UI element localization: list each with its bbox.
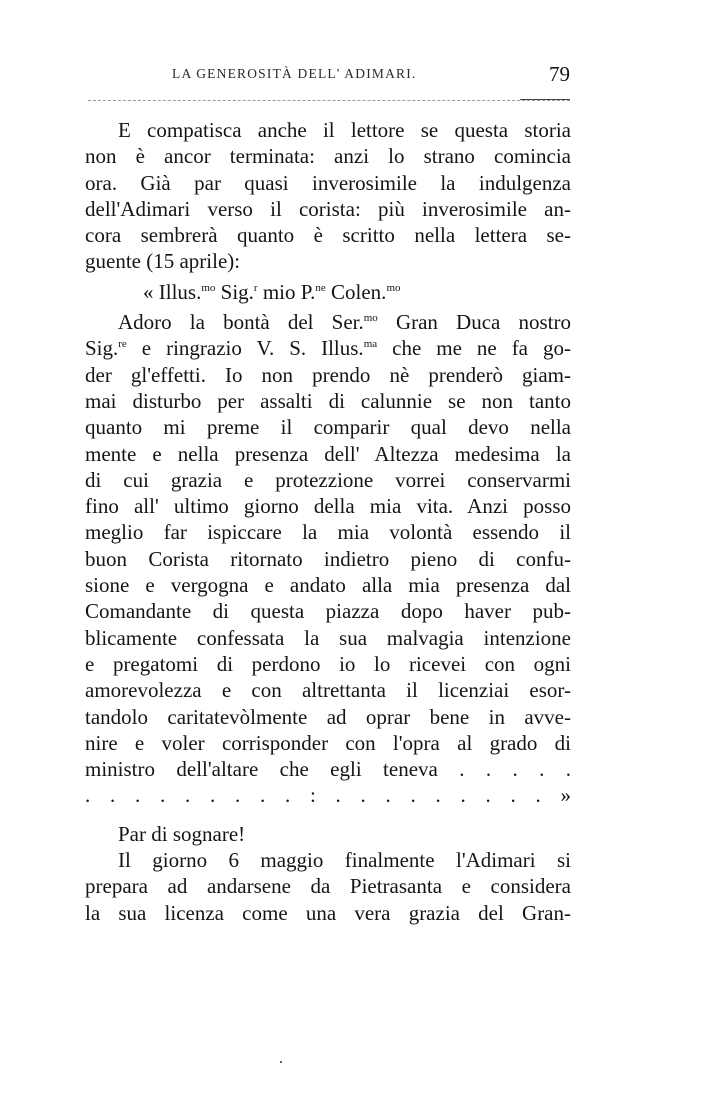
text-line	[85, 335, 571, 361]
superscript: ma	[363, 338, 378, 351]
text-line: tandolo caritatevòlmente ad oprar bene in avve-	[85, 704, 571, 729]
text-line: meglio far ispiccare la mia volontà essendo il	[85, 520, 571, 545]
paragraph-departure	[85, 847, 571, 926]
text-line: amorevolezza e con altrettanta il licenziai esor-	[85, 678, 571, 703]
text-run: Sig.	[85, 336, 119, 361]
text-line: nire e voler corrisponder con l'opra al grado di	[85, 730, 571, 755]
text-line	[85, 309, 571, 335]
text-line: Il giorno 6 maggio finalmente l'Adimari si	[118, 848, 571, 873]
text-line: e pregatomi di perdono io lo ricevei con ogni	[85, 651, 571, 676]
superscript: r	[253, 281, 258, 294]
text-line: ministro dell'altare che egli teneva . . . . .	[85, 757, 571, 782]
paragraph-intro	[85, 117, 571, 275]
text-line: quanto mi preme il comparir qual devo nella	[85, 415, 571, 440]
text-run: che me ne fa go-	[377, 336, 571, 361]
ellipsis-line: . . . . . . . . . : . . . . . . . . . »	[85, 783, 571, 808]
salutation-word: Sig.	[220, 279, 254, 304]
superscript: mo	[201, 281, 216, 294]
text-line: guente (15 aprile):	[85, 249, 241, 274]
text-line: blicamente confessata la sua malvagia intenzione	[85, 625, 571, 650]
superscript: ne	[315, 281, 326, 294]
salutation-word: Colen.	[331, 279, 387, 304]
text-line: dell'Adimari verso il corista: più inverosimile an-	[85, 196, 571, 221]
text-run: Gran Duca nostro	[377, 310, 571, 335]
text-line: prepara ad andarsene da Pietrasanta e considera	[85, 874, 571, 899]
text-line: fino all' ultimo giorno della mia vita. Anzi posso	[85, 494, 571, 519]
text-line: non è ancor terminata: anzi lo strano comincia	[85, 144, 571, 169]
superscript: mo	[363, 312, 378, 325]
text-run: Adoro la bontà del Ser.	[118, 310, 364, 335]
letter-body	[85, 309, 571, 809]
text-line: sione e vergogna e andato alla mia presenza dal	[85, 573, 571, 598]
text-line: di cui grazia e protezzione vorrei conservarmi	[85, 467, 571, 492]
text-line: Comandante di questa piazza dopo haver pub-	[85, 599, 571, 624]
superscript: mo	[386, 281, 401, 294]
header-rule	[88, 100, 570, 101]
page-number: 79	[549, 62, 570, 86]
text-line: la sua licenza come una vera grazia del Gran-	[85, 900, 571, 925]
superscript: re	[118, 338, 127, 351]
text-line: ora. Già par quasi inverosimile la indulgenza	[85, 170, 571, 195]
paragraph-exclamation: Par di sognare!	[118, 821, 246, 846]
salutation-word: P.	[300, 279, 316, 304]
open-quote: «	[143, 279, 154, 304]
page-header	[172, 62, 570, 88]
salutation-word: Illus.	[158, 279, 202, 304]
header-rule-segment	[520, 99, 570, 100]
text-run: e ringrazio V. S. Illus.	[126, 336, 364, 361]
text-line: der gl'effetti. Io non prendo nè prenderò giam-	[85, 362, 571, 387]
text-line: cora sembrerà quanto è scritto nella lettera se-	[85, 223, 571, 248]
letter-salutation	[85, 279, 571, 305]
text-line: mente e nella presenza dell' Altezza medesima la	[85, 441, 571, 466]
salutation-word: mio	[262, 279, 296, 304]
text-line: E compatisca anche il lettore se questa storia	[118, 118, 571, 142]
scan-speck	[280, 1061, 282, 1063]
running-title: LA GENEROSITÀ DELL' ADIMARI.	[172, 66, 417, 81]
text-line: buon Corista ritornato indietro pieno di confu-	[85, 546, 571, 571]
text-line: mai disturbo per assalti di calunnie se non tanto	[85, 388, 571, 413]
body-text	[85, 117, 571, 926]
